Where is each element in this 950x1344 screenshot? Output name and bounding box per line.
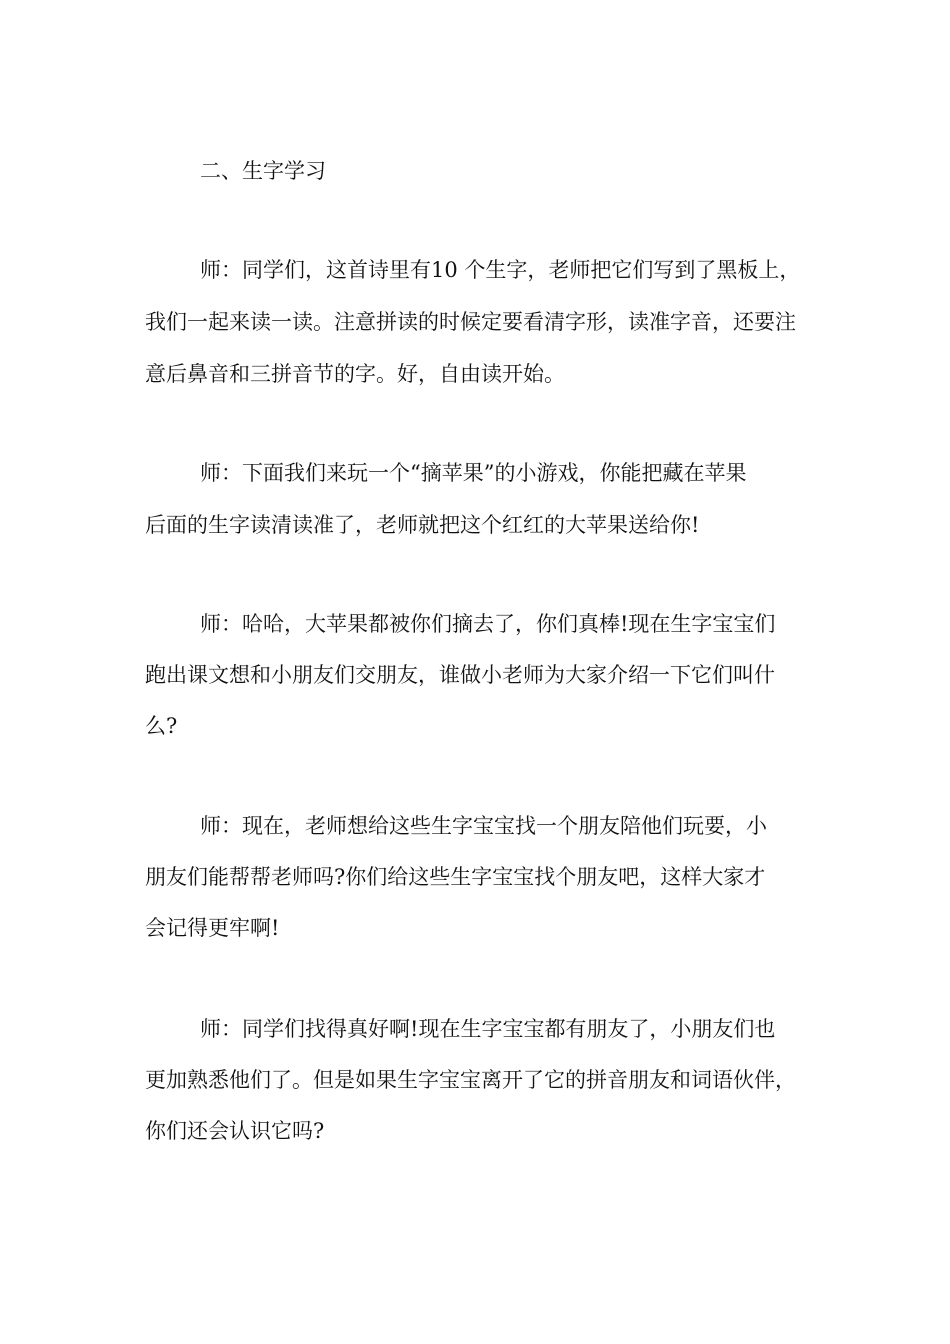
paragraph-line: 师：同学们找得真好啊!现在生字宝宝都有朋友了，小朋友们也	[200, 1017, 776, 1041]
paragraph-line: 会记得更牢啊!	[145, 916, 280, 940]
paragraph-line: 你们还会认识它吗?	[145, 1119, 325, 1143]
paragraph-line: 跑出课文想和小朋友们交朋友，谁做小老师为大家介绍一下它们叫什	[145, 663, 775, 687]
paragraph-line: 我们一起来读一读。注意拼读的时候定要看清字形，读准字音，还要注	[145, 310, 796, 334]
paragraph-line: 师：同学们，这首诗里有10 个生字，老师把它们写到了黑板上，	[200, 258, 801, 282]
paragraph-line: 更加熟悉他们了。但是如果生字宝宝离开了它的拼音朋友和词语伙伴，	[145, 1068, 796, 1092]
section-heading: 二、生字学习	[200, 159, 326, 183]
paragraph-line: 朋友们能帮帮老师吗?你们给这些生字宝宝找个朋友吧，这样大家才	[145, 865, 766, 889]
paragraph-line: 师：下面我们来玩一个“摘苹果”的小游戏，你能把藏在苹果	[200, 461, 747, 485]
paragraph-line: 意后鼻音和三拼音节的字。好，自由读开始。	[145, 362, 565, 386]
paragraph-line: 师：现在，老师想给这些生字宝宝找一个朋友陪他们玩要，小	[200, 814, 767, 838]
paragraph-line: 后面的生字读清读准了，老师就把这个红红的大苹果送给你!	[145, 513, 700, 537]
paragraph-line: 师：哈哈，大苹果都被你们摘去了，你们真棒!现在生字宝宝们	[200, 612, 776, 636]
paragraph-line: 么?	[145, 714, 178, 738]
